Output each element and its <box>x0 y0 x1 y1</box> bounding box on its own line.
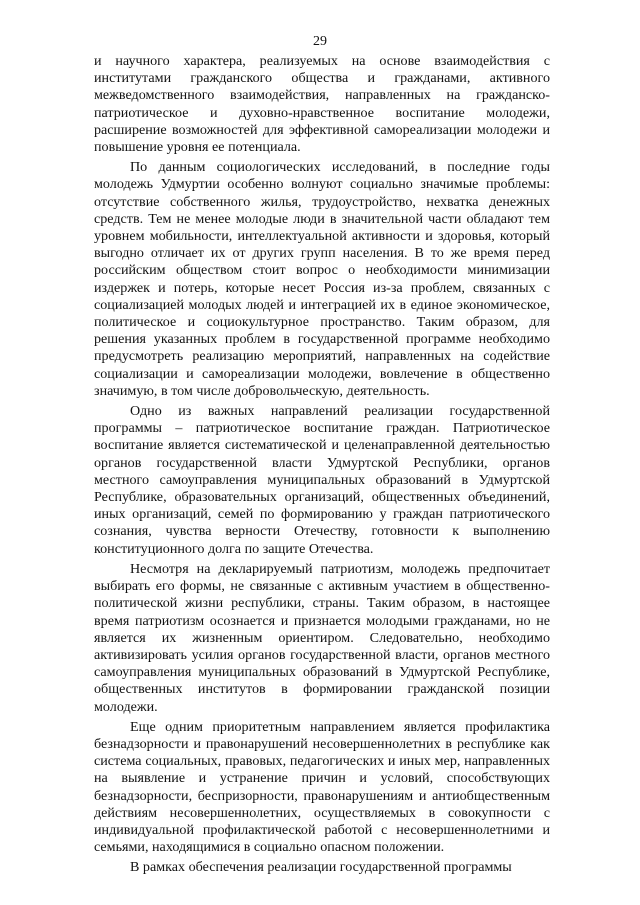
document-body <box>94 53 550 877</box>
paragraph-sociological-research: По данным социологических исследований, в последние годы молодежь Удмуртии особенно волнуют социально значимые проблемы: отсутствие собственного жилья, трудоустройство, нехватка денежных средств. Тем не менее молодые люди в значительной части обладают тем уровнем мобильности, интеллектуальной активности и здоровья, который выгодно отличает их от других групп населения. В то же время перед российским обществом стоит вопрос о необходимости минимизации издержек и потерь, которые несет Россия из-за проблем, связанных с социализацией молодых людей и интеграцией их в единое экономическое, политическое и социокультурное пространство. Таким образом, для решения указанных проблем в государственной программе необходимо предусмотреть реализацию мероприятий, направленных на содействие социализации и самореализации молодежи, вовлечение в общественно значимую, в том числе добровольческую, деятельность. <box>94 159 550 399</box>
paragraph-continuation: и научного характера, реализуемых на основе взаимодействия с институтами гражданского общества и гражданами, активного межведомственного взаимодействия, направленных на гражданско-патриотическое и духовно-нравственное воспитание молодежи, расширение возможностей для эффективной самореализации молодежи и повышение уровня ее потенциала. <box>94 53 550 156</box>
paragraph-prevention-neglect: Еще одним приоритетным направлением является профилактика безнадзорности и правонарушений несовершеннолетних в республике как система социальных, правовых, педагогических и иных мер, направленных на выявление и устранение причин и условий, способствующих безнадзорности, беспризорности, правонарушениям и антиобщественным действиям несовершеннолетних, осуществляемых в совокупности с индивидуальной профилактической работой с несовершеннолетними и семьями, находящимися в социально опасном положении. <box>94 718 550 856</box>
paragraph-patriotic-education: Одно из важных направлений реализации государственной программы – патриотическое воспитание граждан. Патриотическое воспитание является систематической и целенаправленной деятельностью органов государственной власти Удмуртской Республики, органов местного самоуправления муниципальных образований в Удмуртской Республике, образовательных организаций, общественных объединений, иных организаций, семей по формированию у граждан патриотического сознания, чувства верности Отечеству, готовности к выполнению конституционного долга по защите Отечества. <box>94 403 550 557</box>
page-number: 29 <box>313 34 327 49</box>
paragraph-declared-patriotism: Несмотря на декларируемый патриотизм, молодежь предпочитает выбирать его формы, не связанные с активным участием в общественно-политической жизни республики, страны. Таким образом, в настоящее время патриотизм осознается и признается молодыми гражданами, но не является их жизненным ориентиром. Следовательно, необходимо активизировать усилия органов государственной власти, органов местного самоуправления муниципальных образований в Удмуртской Республике, общественных институтов в формировании гражданской позиции молодежи. <box>94 560 550 715</box>
paragraph-program-implementation: В рамках обеспечения реализации государственной программы <box>130 859 512 876</box>
